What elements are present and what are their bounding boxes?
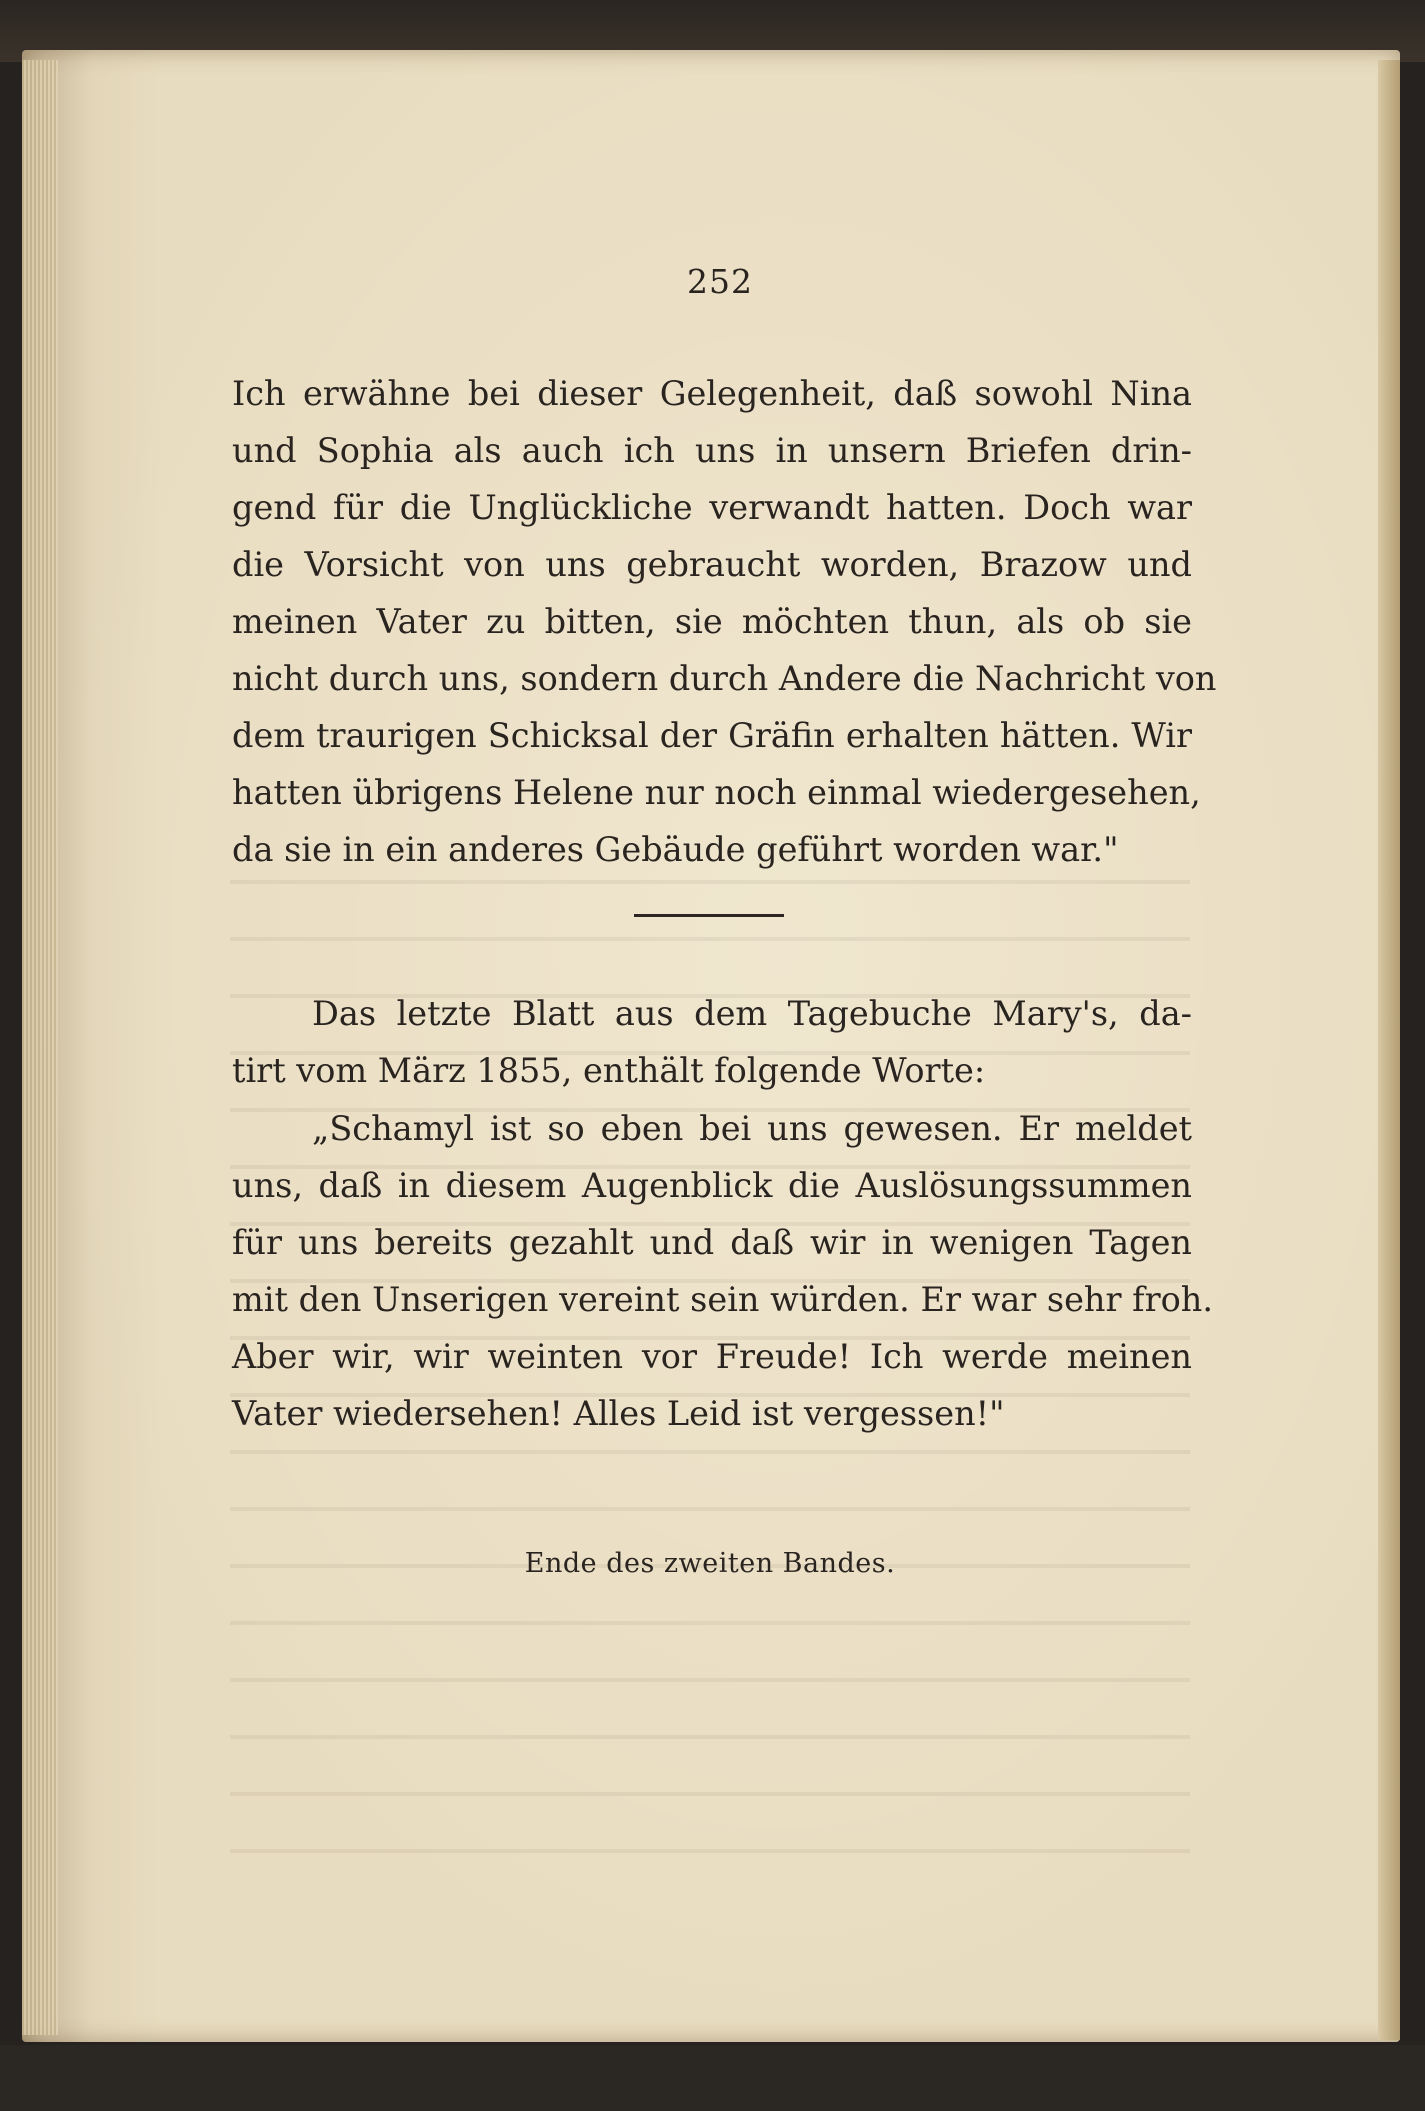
text-line: Aber wir, wir weinten vor Freude! Ich werde meinen <box>232 1337 1192 1376</box>
paragraph-1 <box>232 365 1217 878</box>
text-line: dem traurigen Schicksal der Gräfin erhalten hätten. Wir <box>232 716 1192 755</box>
text-line: Vater wiedersehen! Alles Leid ist vergessen!" <box>232 1394 1005 1433</box>
text-line: hatten übrigens Helene nur noch einmal wiedergesehen, <box>232 773 1201 812</box>
text-line: tirt vom März 1855, enthält folgende Worte: <box>232 1051 986 1090</box>
section-divider <box>634 914 784 917</box>
text-line: Ich erwähne bei dieser Gelegenheit, daß sowohl Nina <box>232 374 1192 413</box>
text-line: nicht durch uns, sondern durch Andere die Nachricht von <box>232 659 1217 698</box>
paragraph-2 <box>232 985 1192 1099</box>
page-number: 252 <box>687 262 753 301</box>
text-line: gend für die Unglückliche verwandt hatten. Doch war <box>232 488 1192 527</box>
book-cover-bottom <box>0 2045 1425 2111</box>
text-line: mit den Unserigen vereint sein würden. Er war sehr froh. <box>232 1280 1213 1319</box>
text-line: meinen Vater zu bitten, sie möchten thun, als ob sie <box>232 602 1192 641</box>
page-stack-edges <box>22 60 58 2035</box>
text-line: „Schamyl ist so eben bei uns gewesen. Er meldet <box>312 1109 1192 1148</box>
text-line: da sie in ein anderes Gebäude geführt worden war." <box>232 830 1119 869</box>
end-of-volume-note: Ende des zweiten Bandes. <box>524 1548 896 1579</box>
paragraph-3 <box>232 1100 1213 1442</box>
page-gutter <box>1378 60 1400 2040</box>
text-line: für uns bereits gezahlt und daß wir in wenigen Tagen <box>232 1223 1192 1262</box>
text-line: und Sophia als auch ich uns in unsern Briefen drin- <box>232 431 1192 470</box>
text-line: uns, daß in diesem Augenblick die Auslösungssummen <box>232 1166 1192 1205</box>
text-line: die Vorsicht von uns gebraucht worden, Brazow und <box>232 545 1192 584</box>
text-line: Das letzte Blatt aus dem Tagebuche Mary's, da- <box>312 994 1192 1033</box>
